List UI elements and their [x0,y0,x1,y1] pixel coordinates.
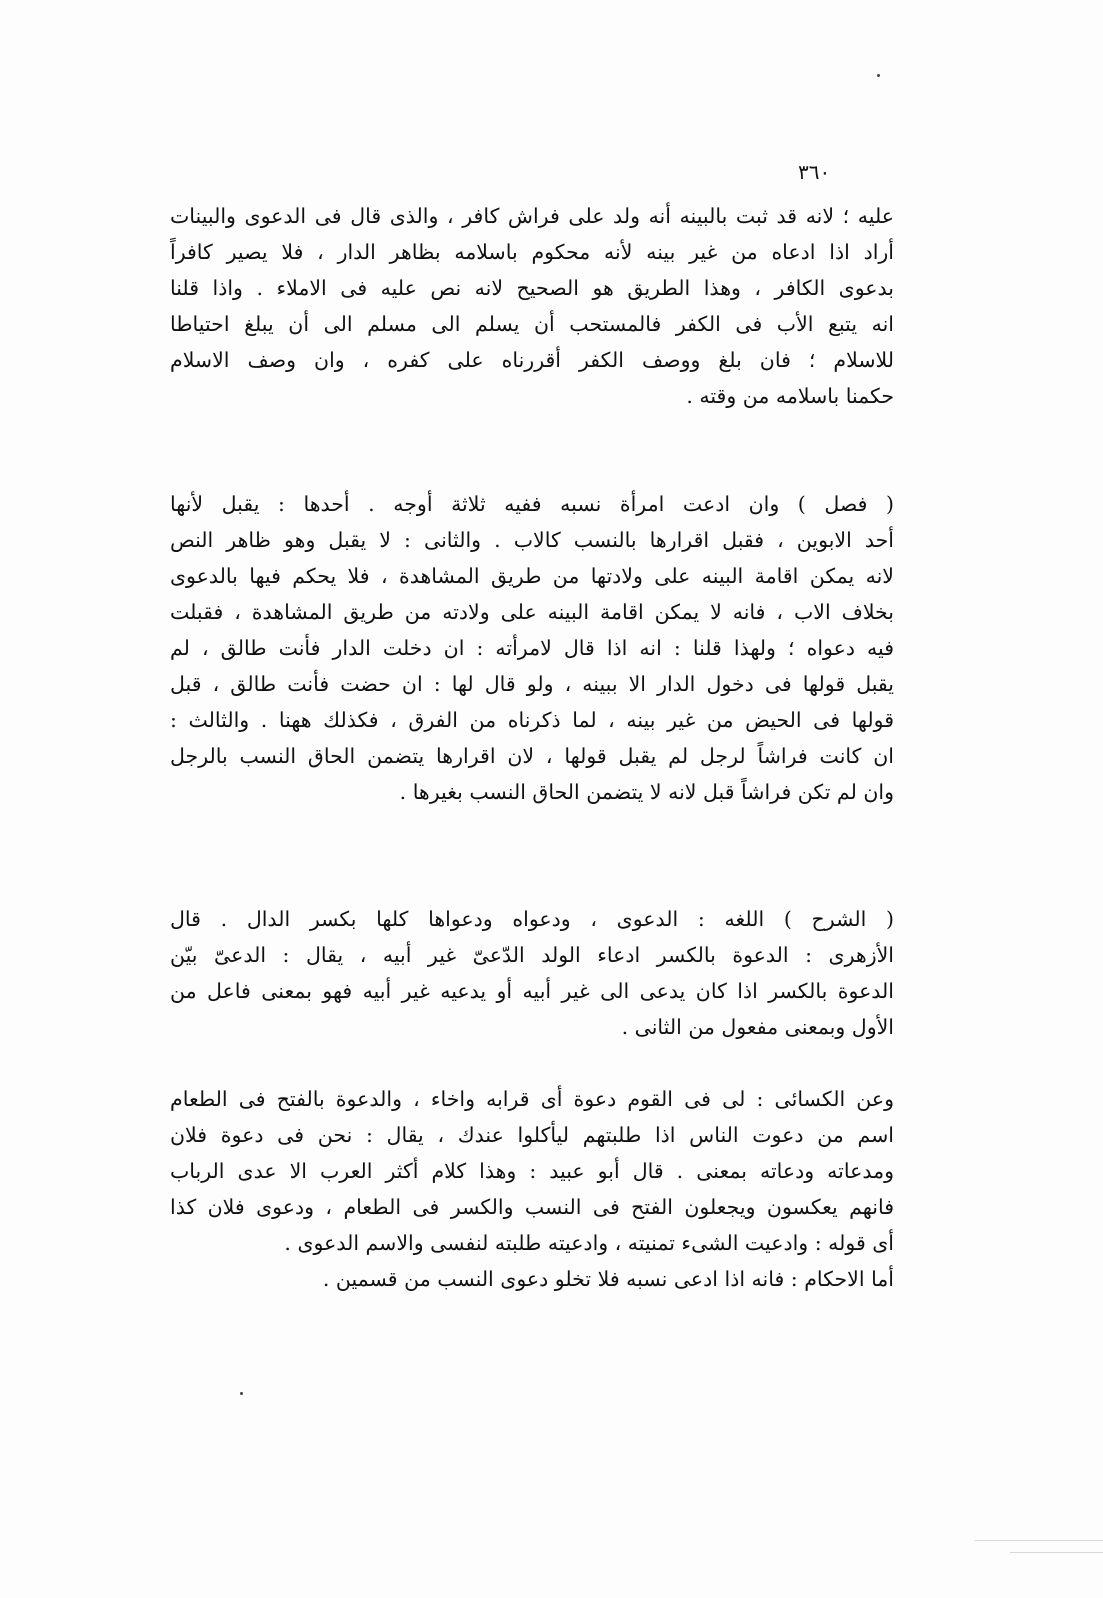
text-line: فيه دعواه ؛ ولهذا قلنا : انه اذا قال لامرأته : ان دخلت الدار فأنت طالق ، لم [170,636,894,660]
text-line: أما الاحكام : فانه اذا ادعى نسبه فلا تخلو دعوى النسب من قسمين . [322,1267,894,1291]
paragraph-1 [170,198,894,414]
text-line: أحد الابوين ، فقبل اقرارها بالنسب كالاب . والثانى : لا يقبل وهو ظاهر النص [170,528,894,552]
text-line: لانه يمكن اقامة البينه على ولادتها من طريق المشاهدة ، فلا يحكم فيها بالدعوى [170,564,894,588]
text-line: ومدعاته ودعاته بمعنى . قال أبو عبيد : وهذا كلام أكثر العرب الا عدى الرباب [170,1159,894,1183]
text-line: حكمنا باسلامه من وقته . [686,384,894,408]
text-line: قولها فى الحيض من غير بينه ، لما ذكرناه من الفرق ، فكذلك ههنا . والثالث : [170,708,894,732]
text-line: الدعوة بالكسر اذا كان يدعى الى غير أبيه أو يدعيه غير أبيه فهو بمعنى فاعل من [170,979,894,1003]
scan-speck [877,74,880,77]
text-line: بخلاف الاب ، فانه لا يمكن اقامة البينه على ولادته من طريق المشاهدة ، فقبلت [170,600,894,624]
scan-speck [240,1392,243,1395]
scan-edge-line [975,1540,1103,1541]
text-line: فانهم يعكسون ويجعلون الفتح فى النسب والكسر فى الطعام ، ودعوى فلان كذا [170,1195,894,1219]
paragraph-2 [170,486,894,810]
text-line: أى قوله : وادعيت الشىء تمنيته ، وادعيته طلبته لنفسى والاسم الدعوى . [284,1231,894,1255]
text-line: وعن الكسائى : لى فى القوم دعوة أى قرابه واخاء ، والدعوة بالفتح فى الطعام [170,1087,894,1111]
page-number: ٣٦٠ [798,160,831,184]
paragraph-4 [170,1081,894,1297]
text-line: ( فصل ) وان ادعت امرأة نسبه ففيه ثلاثة أوجه . أحدها : يقبل لأنها [170,492,894,516]
text-line: الأول وبمعنى مفعول من الثانى . [621,1015,894,1039]
text-line: للاسلام ؛ فان بلغ ووصف الكفر أقررناه على كفره ، وان وصف الاسلام [170,348,894,372]
text-line: بدعوى الكافر ، وهذا الطريق هو الصحيح لانه نص عليه فى الاملاء . واذا قلنا [170,276,894,300]
text-line: الأزهرى : الدعوة بالكسر ادعاء الولد الدّعىّ غير أبيه ، يقال : الدعىّ بيّن [170,943,894,967]
text-line: ان كانت فراشاً لرجل لم يقبل قولها ، لان اقرارها يتضمن الحاق النسب بالرجل [170,744,894,768]
scan-edge-line [1010,1552,1103,1553]
paragraph-3 [170,901,894,1045]
text-line: ( الشرح ) اللغه : الدعوى ، ودعواه ودعواها كلها بكسر الدال . قال [170,907,894,931]
text-line: أراد اذا ادعاه من غير بينه لأنه محكوم باسلامه بظاهر الدار ، فلا يصير كافراً [170,240,894,264]
text-line: اسم من دعوت الناس اذا طلبتهم ليأكلوا عندك ، يقال : نحن فى دعوة فلان [170,1123,894,1147]
text-line: انه يتبع الأب فى الكفر فالمستحب أن يسلم الى مسلم الى أن يبلغ احتياطا [170,312,894,336]
text-line: عليه ؛ لانه قد ثبت بالبينه أنه ولد على فراش كافر ، والذى قال فى الدعوى والبينات [170,204,894,228]
text-line: يقبل قولها فى دخول الدار الا ببينه ، ولو قال لها : ان حضت فأنت طالق ، قبل [170,672,894,696]
text-line: وان لم تكن فراشاً قبل لانه لا يتضمن الحاق النسب بغيرها . [399,780,894,804]
